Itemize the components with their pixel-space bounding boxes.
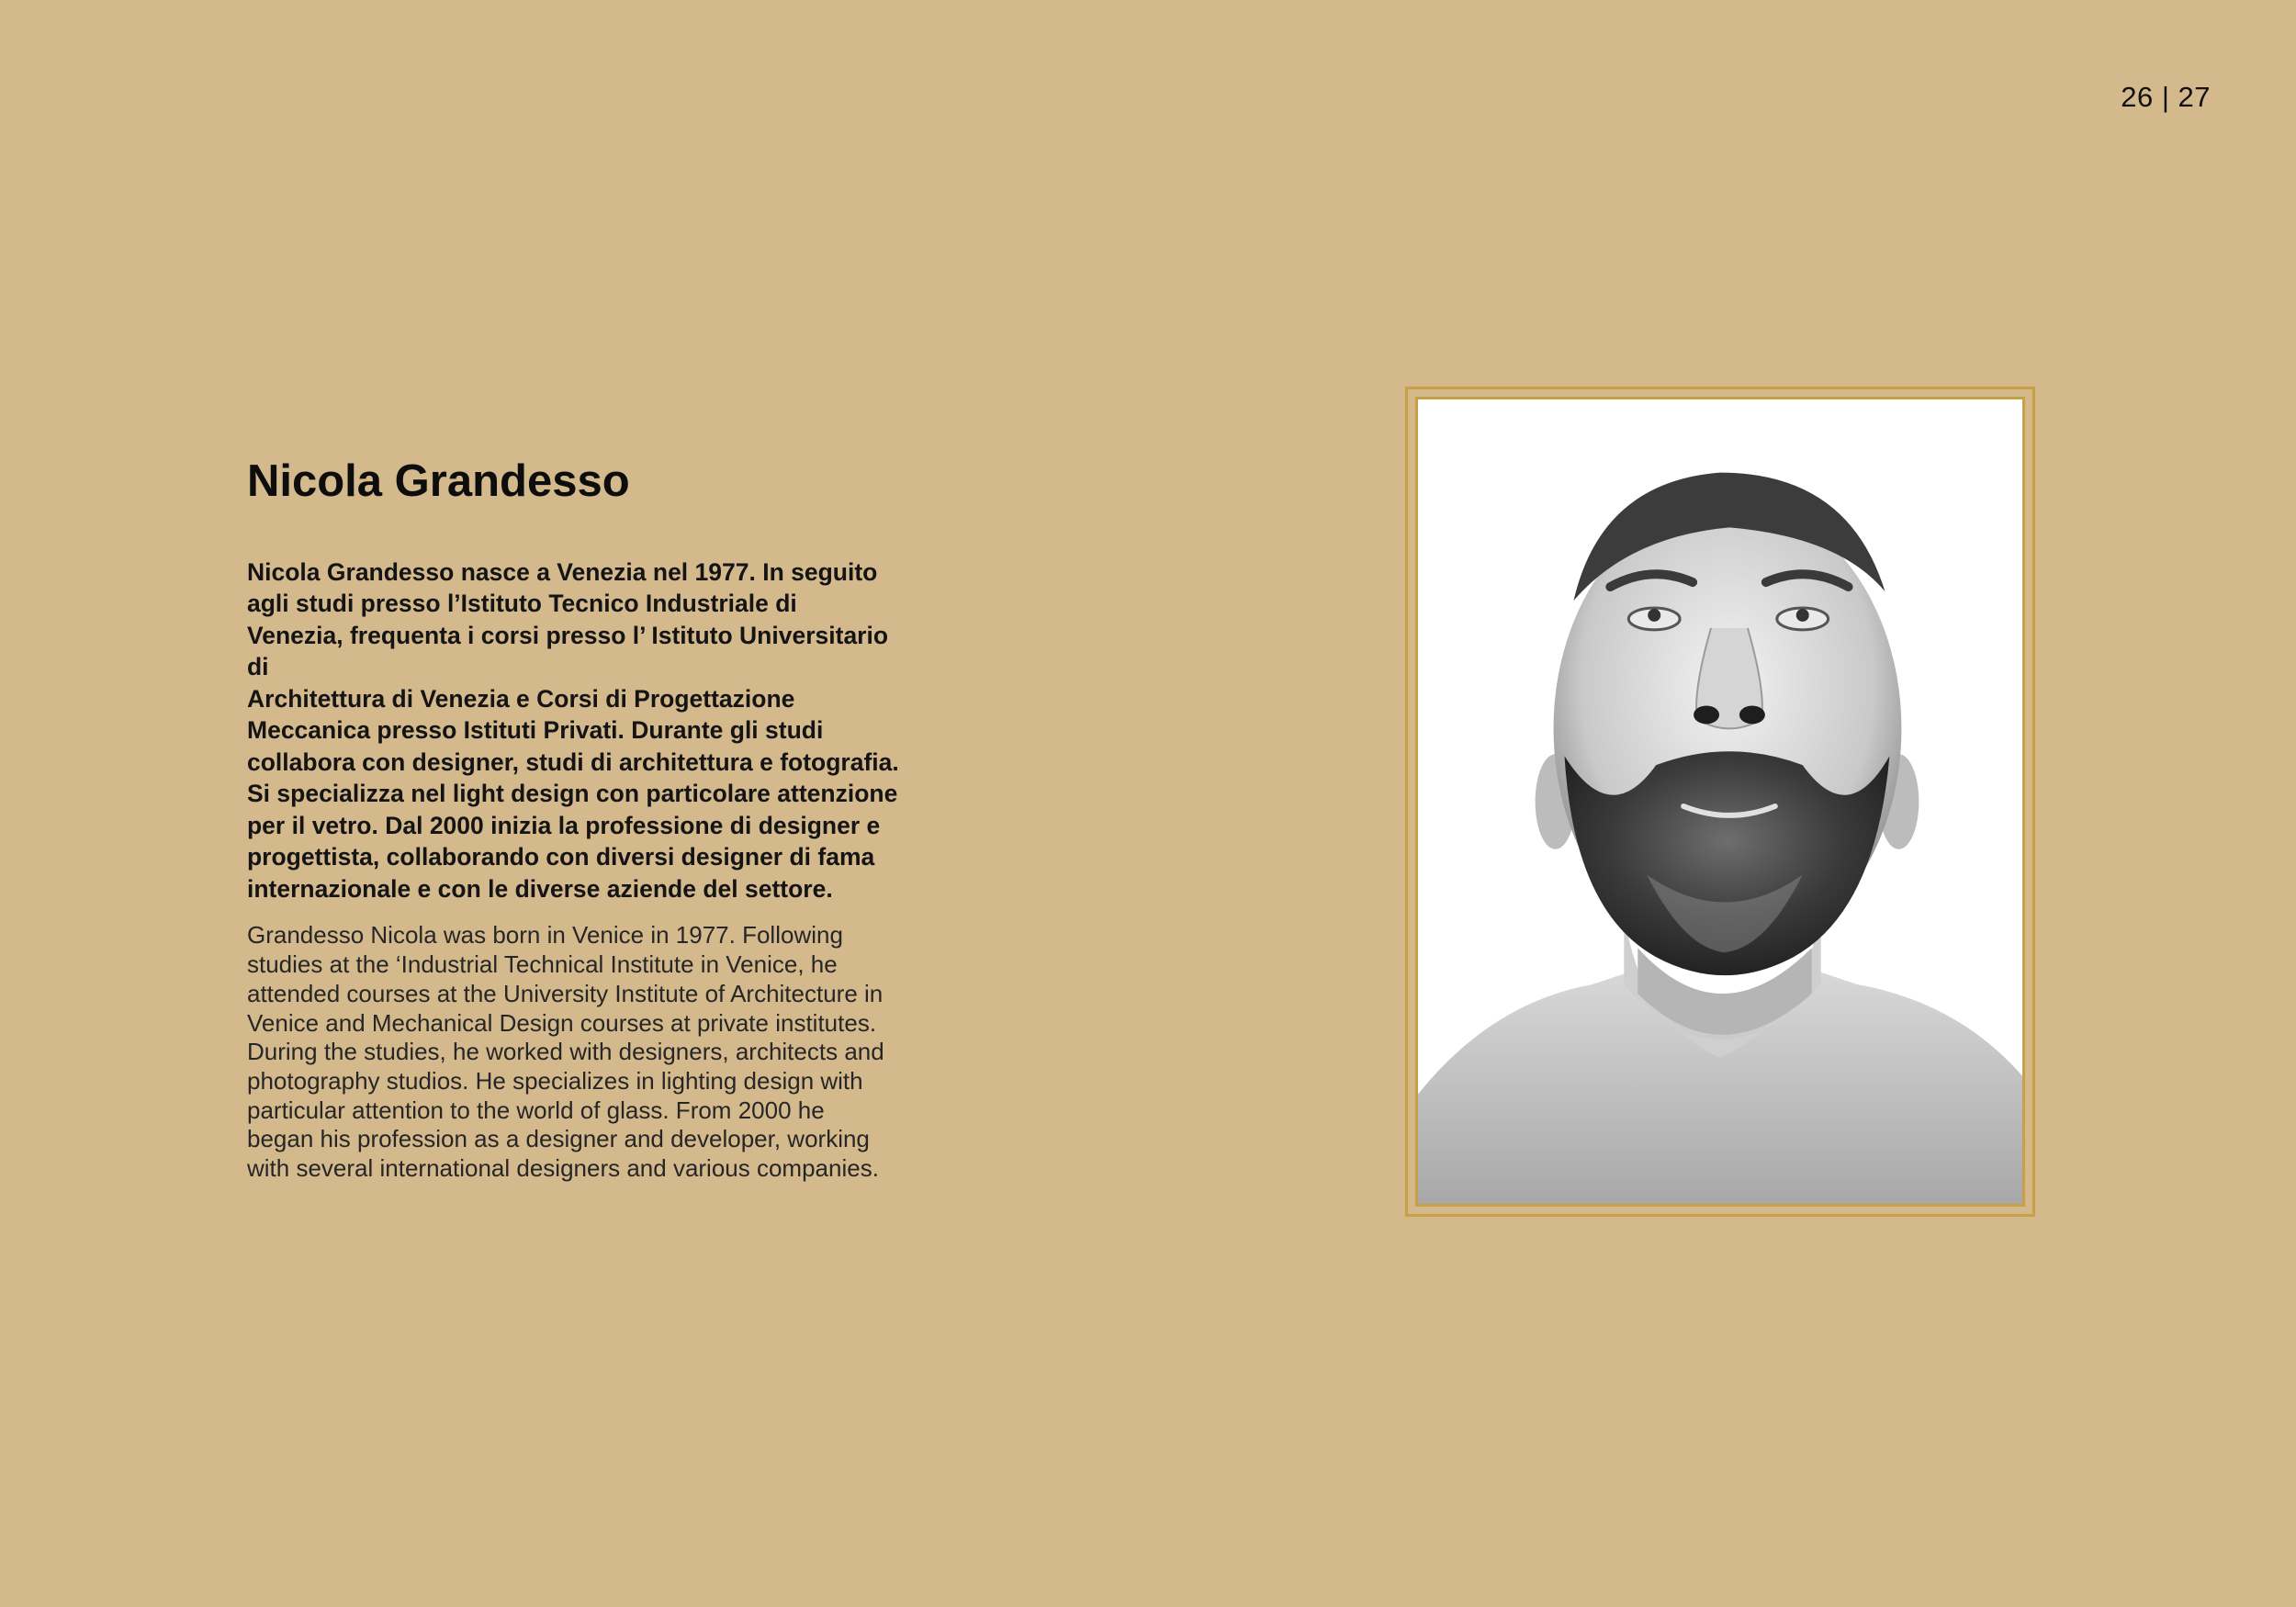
- portrait-photo: [1415, 397, 2025, 1207]
- biography-italian: Nicola Grandesso nasce a Venezia nel 1977. In seguito agli studi presso l’Istituto Tecnico Industriale di Venezia, frequenta i corsi presso l’ Istituto Universitario di Architettura di Venezia e Corsi di Progettazione Meccanica presso Istituti Privati. Durante gli studi collabora con designer, studi di architettura e fotografia. Si specializza nel light design con particolare attenzione per il vetro. Dal 2000 inizia la professione di designer e progettista, collaborando con diversi designer di fama internazionale e con le diverse aziende del settore.: [247, 557, 899, 903]
- biography-section: [247, 457, 908, 1184]
- portrait-illustration: [1418, 399, 2022, 1204]
- portrait-frame: [1405, 387, 2035, 1217]
- biography-english: Grandesso Nicola was born in Venice in 1977. Following studies at the ‘Industrial Technical Institute in Venice, he attended courses at the University Institute of Architecture in Venice and Mechanical Design courses at private institutes. During the studies, he worked with designers, architects and photography studios. He specializes in lighting design with particular attention to the world of glass. From 2000 he began his profession as a designer and developer, working with several international designers and various companies.: [247, 921, 884, 1183]
- designer-name: Nicola Grandesso: [247, 456, 630, 506]
- page-number: 26 | 27: [2121, 81, 2211, 113]
